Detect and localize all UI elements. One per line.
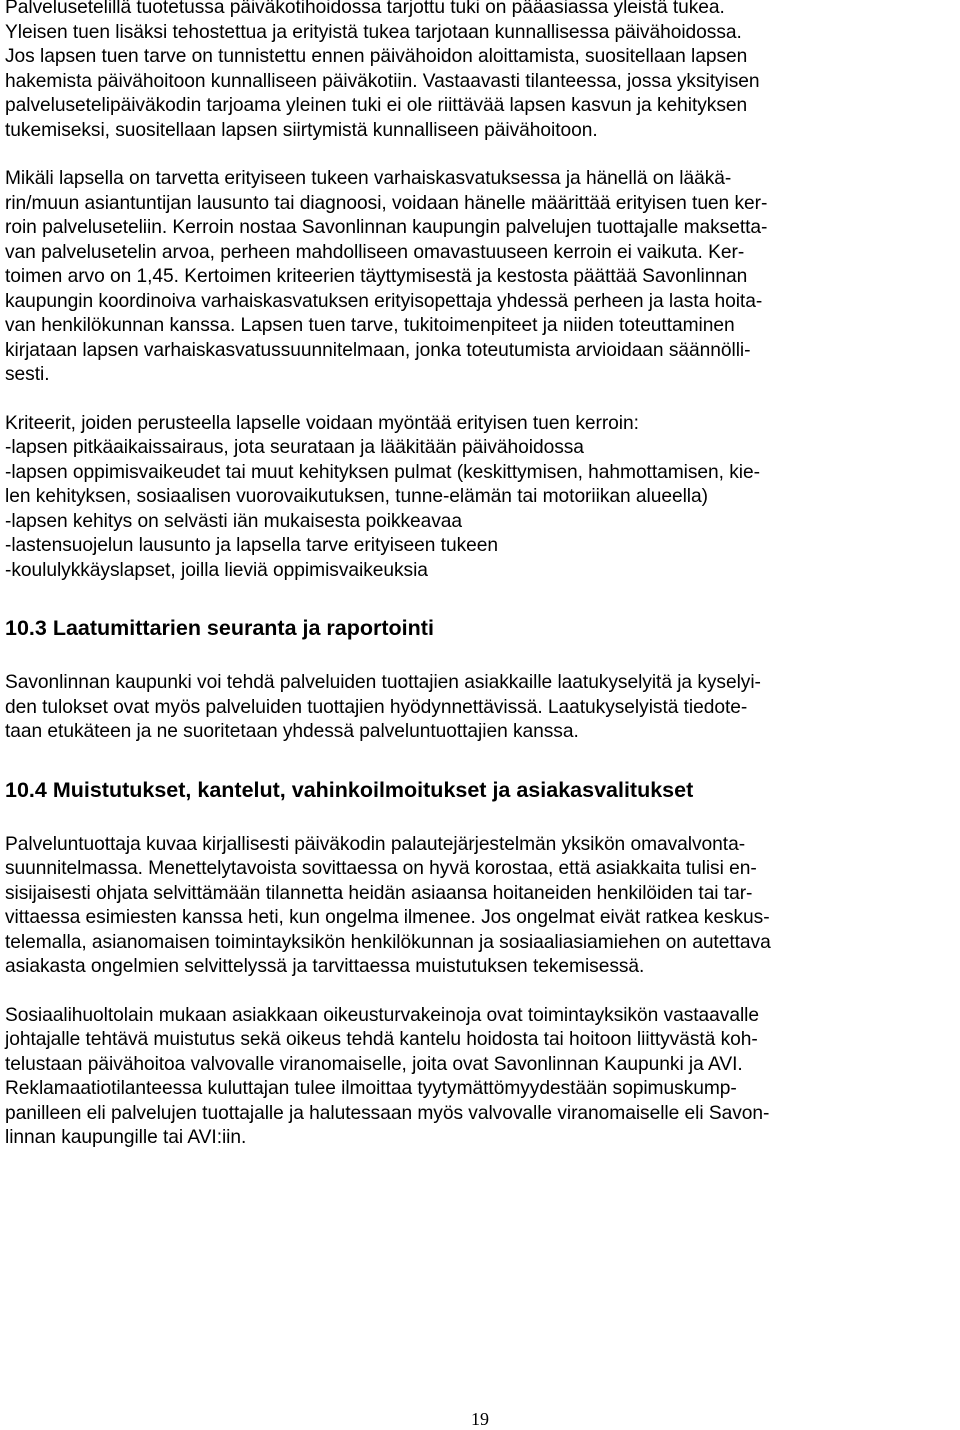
text-line: Reklamaatiotilanteessa kuluttajan tulee ilmoittaa tyytymättömyydestään sopimuskump- <box>5 1078 737 1099</box>
text-line: hakemista päivähoitoon kunnalliseen päiväkotiin. Vastaavasti tilanteessa, jossa yksityisen <box>5 70 760 92</box>
text-line: taan etukäteen ja ne suoritetaan yhdessä palveluntuottajien kanssa. <box>5 721 579 742</box>
text-line: tukemiseksi, suositellaan lapsen siirtymistä kunnalliseen päivähoitoon. <box>5 119 598 141</box>
text-line: sesti. <box>5 364 50 385</box>
document-page <box>5 0 957 1175</box>
text-line: Jos lapsen tuen tarve on tunnistettu ennen päivähoidon aloittamista, suositellaan lapsen <box>5 46 748 67</box>
list-item: -lastensuojelun lausunto ja lapsella tarve erityiseen tukeen <box>5 535 498 556</box>
text-line: kaupungin koordinoiva varhaiskasvatuksen erityisopettaja yhdessä perheen ja lasta hoita- <box>5 290 763 312</box>
text-line: telemalla, asianomaisen toimintayksikön henkilökunnan ja sosiaaliasiamiehen on autettava <box>5 931 771 953</box>
page-number: 19 <box>471 1409 489 1429</box>
text-line: toimen arvo on 1,45. Kertoimen kriteerien täyttymisestä ja kestosta päättää Savonlinnan <box>5 266 748 287</box>
text-line: vittaessa esimiesten kanssa heti, kun ongelma ilmenee. Jos ongelmat eivät ratkea keskus- <box>5 907 770 928</box>
list-item: -koululykkäyslapset, joilla lieviä oppimisvaikeuksia <box>5 559 428 581</box>
text-line: linnan kaupungille tai AVI:iin. <box>5 1127 247 1148</box>
text-line: telustaan päivähoitoa valvovalle viranomaiselle, joita ovat Savonlinnan Kaupunki ja AVI. <box>5 1053 743 1075</box>
text-line: van palvelusetelin arvoa, perheen mahdolliseen omavastuuseen kerroin ei vaikuta. Ker- <box>5 241 745 263</box>
text-line: Savonlinnan kaupunki voi tehdä palveluiden tuottajien asiakkaille laatukyselyitä ja kyselyi- <box>5 672 761 693</box>
text-line: den tulokset ovat myös palveluiden tuottajien hyödynnettävissä. Laatukyselyistä tiedote- <box>5 696 748 718</box>
list-item: -lapsen pitkäaikaissairaus, jota seurataan ja lääkitään päivähoidossa <box>5 437 584 458</box>
paragraph-special-support-coefficient <box>5 167 957 388</box>
paragraph-criteria-list <box>5 412 957 584</box>
list-item: len kehityksen, sosiaalisen vuorovaikutuksen, tunne-elämän tai motoriikan alueella) <box>5 486 708 507</box>
text-line: sisijaisesti ohjata selvittämään tilannetta heidän asiaansa hoitaneiden henkilöiden tai tar- <box>5 882 753 904</box>
text-line: roin palveluseteliin. Kerroin nostaa Savonlinnan kaupungin palvelujen tuottajalle maksetta- <box>5 217 768 238</box>
paragraph-legal-remedies <box>5 1004 957 1151</box>
section-heading-10-4: 10.4 Muistutukset, kantelut, vahinkoilmoitukset ja asiakasvalitukset <box>5 777 694 802</box>
text-line: kirjataan lapsen varhaiskasvatussuunnitelmaan, jonka toteutumista arvioidaan säännölli- <box>5 339 751 361</box>
text-line: rin/muun asiantuntijan lausunto tai diagnoosi, voidaan hänelle määrittää erityisen tuen ker- <box>5 192 768 214</box>
text-line: Mikäli lapsella on tarvetta erityiseen tukeen varhaiskasvatuksessa ja hänellä on lääkä- <box>5 168 732 189</box>
text-line: Sosiaalihuoltolain mukaan asiakkaan oikeusturvakeinoja ovat toimintayksikön vastaavalle <box>5 1004 759 1026</box>
text-line: Yleisen tuen lisäksi tehostettua ja erityistä tukea tarjotaan kunnallisessa päivähoidossa. <box>5 21 742 43</box>
text-line: panilleen eli palvelujen tuottajalle ja halutessaan myös valvovalle viranomaiselle eli Savon- <box>5 1102 770 1124</box>
section-heading-10-3: 10.3 Laatumittarien seuranta ja raportointi <box>5 616 434 640</box>
text-line: Palveluntuottaja kuvaa kirjallisesti päiväkodin palautejärjestelmän yksikön omavalvonta- <box>5 833 746 855</box>
text-line: johtajalle tehtävä muistutus sekä oikeus tehdä kantelu hoidosta tai hoitoon liittyvästä koh- <box>5 1029 758 1050</box>
paragraph-feedback-system <box>5 833 957 980</box>
list-item: -lapsen kehitys on selvästi iän mukaisesta poikkeavaa <box>5 510 463 532</box>
paragraph-support-overview <box>5 0 957 143</box>
list-item: -lapsen oppimisvaikeudet tai muut kehityksen pulmat (keskittymisen, hahmottamisen, kie- <box>5 461 760 483</box>
text-line: van henkilökunnan kanssa. Lapsen tuen tarve, tukitoimenpiteet ja niiden toteuttaminen <box>5 315 735 336</box>
text-line: suunnitelmassa. Menettelytavoista sovittaessa on hyvä korostaa, että asiakkaita tulisi en- <box>5 858 757 879</box>
list-intro: Kriteerit, joiden perusteella lapselle voidaan myöntää erityisen tuen kerroin: <box>5 412 639 434</box>
text-line: palvelusetelipäiväkodin tarjoama yleinen tuki ei ole riittävää lapsen kasvun ja kehityksen <box>5 95 748 116</box>
text-line: asiakasta ongelmien selvittelyssä ja tarvittaessa muistutuksen tekemisessä. <box>5 956 645 977</box>
text-line: Palvelusetelillä tuotetussa päiväkotihoidossa tarjottu tuki on pääasiassa yleistä tukea. <box>5 0 725 18</box>
paragraph-quality-surveys <box>5 671 957 745</box>
